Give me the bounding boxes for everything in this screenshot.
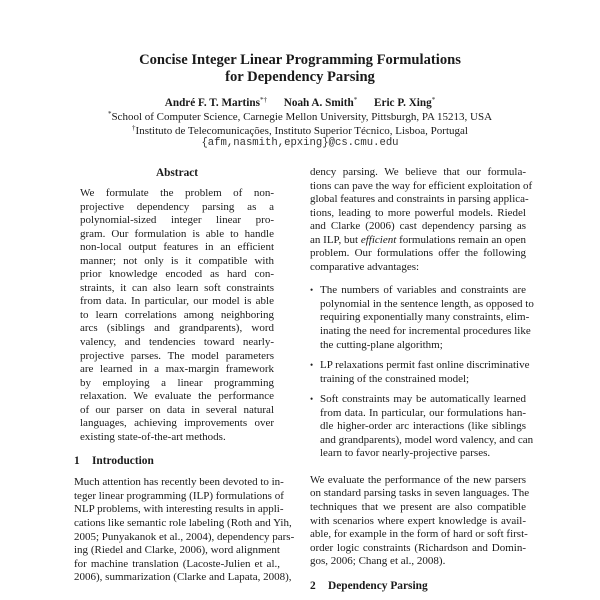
- text-line: relaxation. We evaluate the performance: [80, 390, 274, 403]
- introduction-paragraph: [74, 476, 295, 584]
- text-line: tions, leading to more powerful models. Riedel: [310, 206, 526, 219]
- author: Noah A. Smith*: [283, 96, 358, 109]
- text-line: teger linear programming (ILP) formulations of: [74, 489, 284, 502]
- bullet-icon: •: [310, 285, 314, 296]
- bullet-icon: •: [310, 394, 314, 405]
- text-line: global features and constraints in parsing applica-: [310, 193, 529, 206]
- abstract-body: [72, 187, 282, 444]
- section-heading-dependency-parsing: 2 Dependency Parsing: [310, 579, 428, 592]
- text-line: valency, and tendencies toward nearly-: [80, 336, 274, 349]
- author: Eric P. Xing*: [374, 96, 436, 109]
- text-line: existing state-of-the-art methods.: [80, 430, 226, 443]
- text-line: We evaluate the performance of the new parsers: [310, 473, 526, 486]
- text-line: and grandparents), model word valency, and can: [320, 433, 534, 446]
- advantage-item: [310, 284, 534, 352]
- paper-title-line-2: for Dependency Parsing: [225, 69, 375, 85]
- text-line: tions can pave the way for efficient exploitation of: [310, 179, 533, 192]
- author-mark: *: [353, 96, 358, 104]
- text-line: polynomial in the sentence length, as opposed to: [320, 297, 534, 310]
- text-line: Soft constraints may be automatically learned: [320, 393, 526, 406]
- text-line: of our parser on data in several natural: [80, 403, 274, 416]
- text-line: arcs (siblings and grandparents), word: [80, 322, 274, 335]
- text-line: an ILP, but efficient formulations remain an open: [310, 233, 526, 246]
- text-line: 2005; Punyakanok et al., 2004), dependency pars-: [74, 530, 295, 543]
- abstract-heading: Abstract: [155, 167, 199, 179]
- text-line: languages, achieving improvements over: [80, 417, 274, 430]
- emphasis-efficient: efficient: [360, 233, 397, 246]
- text-line: and Clarke (2006) cast dependency parsing as: [310, 220, 526, 233]
- advantage-item: [310, 359, 530, 386]
- text-line: techniques that we present are also compatible: [310, 501, 526, 514]
- text-line: polynomial-sized integer linear pro-: [80, 214, 274, 227]
- text-line: gram. Our formulation is able to handle: [80, 227, 274, 240]
- text-line: 2006), summarization (Clarke and Lapata, 2008),: [74, 571, 292, 584]
- text-line: the cutting-plane algorithm;: [320, 338, 443, 351]
- advantage-item: [310, 393, 534, 461]
- text-line: prior knowledge encoded as hard con-: [80, 268, 274, 281]
- intro-continued-paragraph: [310, 166, 533, 274]
- text-line: gos, 2006; Chang et al., 2008).: [310, 555, 446, 568]
- text-line: from data. In particular, our formulations han-: [320, 406, 526, 419]
- text-line: problem. Our formulations offer the following: [310, 247, 526, 260]
- text-line: order logic constraints (Richardson and Domin-: [310, 541, 526, 554]
- text-line: projective parses. The model parameters: [80, 349, 274, 362]
- text-line: for machine translation (Lacoste-Julien et al.,: [74, 557, 280, 570]
- text-line: cations like semantic role labeling (Roth and Yih,: [74, 517, 292, 530]
- paper-title-line-1: Concise Integer Linear Programming Formulations: [139, 52, 461, 68]
- text-line: with scenarios where expert knowledge is avail-: [310, 514, 526, 527]
- text-line: requiring exponentially many constraints, elim-: [320, 311, 530, 324]
- text-line: on standard parsing tasks in seven languages. The: [310, 487, 530, 500]
- bullet-icon: •: [310, 360, 314, 371]
- right-column: [310, 166, 534, 593]
- text-line: training of the constrained model;: [320, 372, 470, 385]
- text-line: learn to favor nearly-projective parses.: [320, 447, 491, 460]
- advantages-list: [310, 284, 534, 461]
- text-line: are learned in a max-margin framework: [80, 363, 274, 376]
- text-line: comparative advantages:: [310, 260, 420, 273]
- text-line: manner; not only is it compatible with: [80, 254, 274, 267]
- text-line: from data. In particular, our model is able: [80, 295, 274, 308]
- text-line: Much attention has recently been devoted to in-: [74, 476, 284, 489]
- affiliation: *School of Computer Science, Carnegie Mellon University, Pittsburgh, PA 15213, USA: [107, 110, 493, 123]
- text-line: LP relaxations permit fast online discriminative: [320, 359, 530, 372]
- text-line: We formulate the problem of non-: [80, 187, 274, 199]
- text-line: projective dependency parsing as a: [80, 200, 274, 213]
- left-column: [74, 166, 295, 585]
- text-line: straints, it can also learn soft constraints: [80, 281, 274, 294]
- text-line: The numbers of variables and constraints are: [320, 284, 526, 297]
- author: André F. T. Martins*†: [164, 96, 267, 109]
- author-emails: {afm,nasmith,epxing}@cs.cmu.edu: [201, 137, 399, 149]
- author-mark: *†: [259, 96, 267, 104]
- text-line: by employing a linear programming: [80, 376, 274, 389]
- text-line: inating the need for incremental procedures like: [320, 325, 531, 338]
- text-line: to learn correlations among neighboring: [80, 308, 274, 321]
- evaluation-paragraph: [310, 473, 530, 569]
- text-line: able, for example in the form of hard or soft first-: [310, 528, 528, 541]
- text-line: dle higher-order arc interactions (like siblings: [320, 420, 526, 433]
- affiliation: †Instituto de Telecomunicações, Instituto Superior Técnico, Lisboa, Portugal: [132, 124, 468, 137]
- text-line: NLP problems, with interesting results in appli-: [74, 503, 284, 516]
- section-heading-introduction: 1 Introduction: [74, 455, 154, 468]
- text-line: non-local output features in an efficient: [80, 241, 274, 254]
- author-mark: *: [431, 96, 436, 104]
- text-line: ing (Riedel and Clarke, 2006), word alignment: [74, 544, 280, 557]
- text-line: dency parsing. We believe that our formula-: [310, 166, 526, 178]
